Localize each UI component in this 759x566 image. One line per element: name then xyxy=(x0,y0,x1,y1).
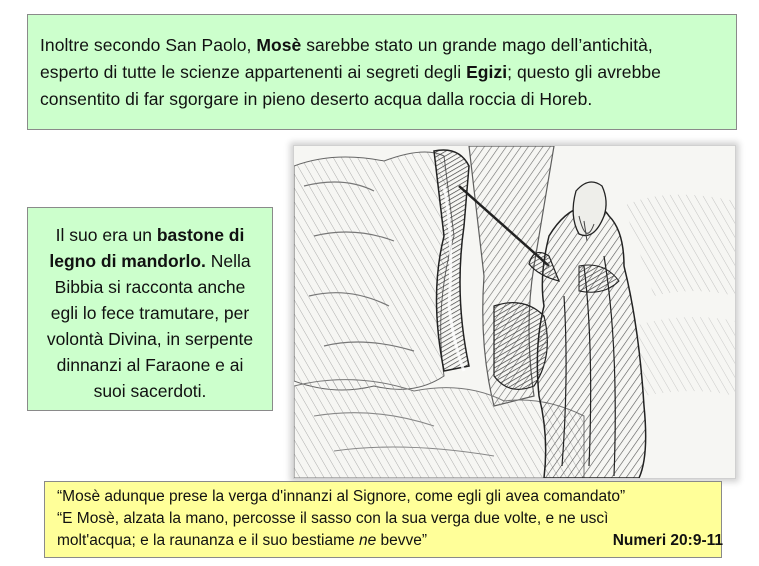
bible-quote-box xyxy=(44,481,722,558)
staff-line-4: egli lo fece tramutare, per xyxy=(50,303,250,323)
name-egizi: Egizi xyxy=(466,62,508,82)
intro-line-3: consentito di far sgorgare in pieno deserto acqua dalla roccia di Horeb. xyxy=(40,89,593,109)
intro-text-box xyxy=(27,14,737,130)
sketch-drawing xyxy=(294,146,735,478)
moses-striking-rock-illustration xyxy=(293,145,736,479)
name-mose: Mosè xyxy=(256,35,302,55)
quote-line-2: “E Mosè, alzata la mano, percosse il sasso con la sua verga due volte, e ne uscì xyxy=(57,510,609,527)
staff-text-box xyxy=(27,207,273,411)
staff-line-7: suoi sacerdoti. xyxy=(93,381,207,401)
intro-line-2: esperto di tutte le scienze appartenenti ai segreti degli Egizi; questo gli avrebbe xyxy=(40,62,661,82)
staff-line-2: legno di mandorlo. Nella xyxy=(49,251,251,271)
quote-line-3: molt'acqua; e la raunanza e il suo bestiame ne bevve” Numeri 20:9-11 xyxy=(57,530,711,552)
staff-line-3: Bibbia si racconta anche xyxy=(54,277,246,297)
intro-line-1: Inoltre secondo San Paolo, Mosè sarebbe stato un grande mago dell’antichità, xyxy=(40,35,653,55)
staff-line-5: volontà Divina, in serpente xyxy=(46,329,254,349)
bible-reference: Numeri 20:9-11 xyxy=(612,532,723,549)
quote-line-1: “Mosè adunque prese la verga d'innanzi al Signore, come egli gli avea comandato” xyxy=(57,488,626,505)
staff-line-1: Il suo era un bastone di xyxy=(55,225,245,245)
staff-line-6: dinnanzi al Faraone e ai xyxy=(56,355,244,375)
